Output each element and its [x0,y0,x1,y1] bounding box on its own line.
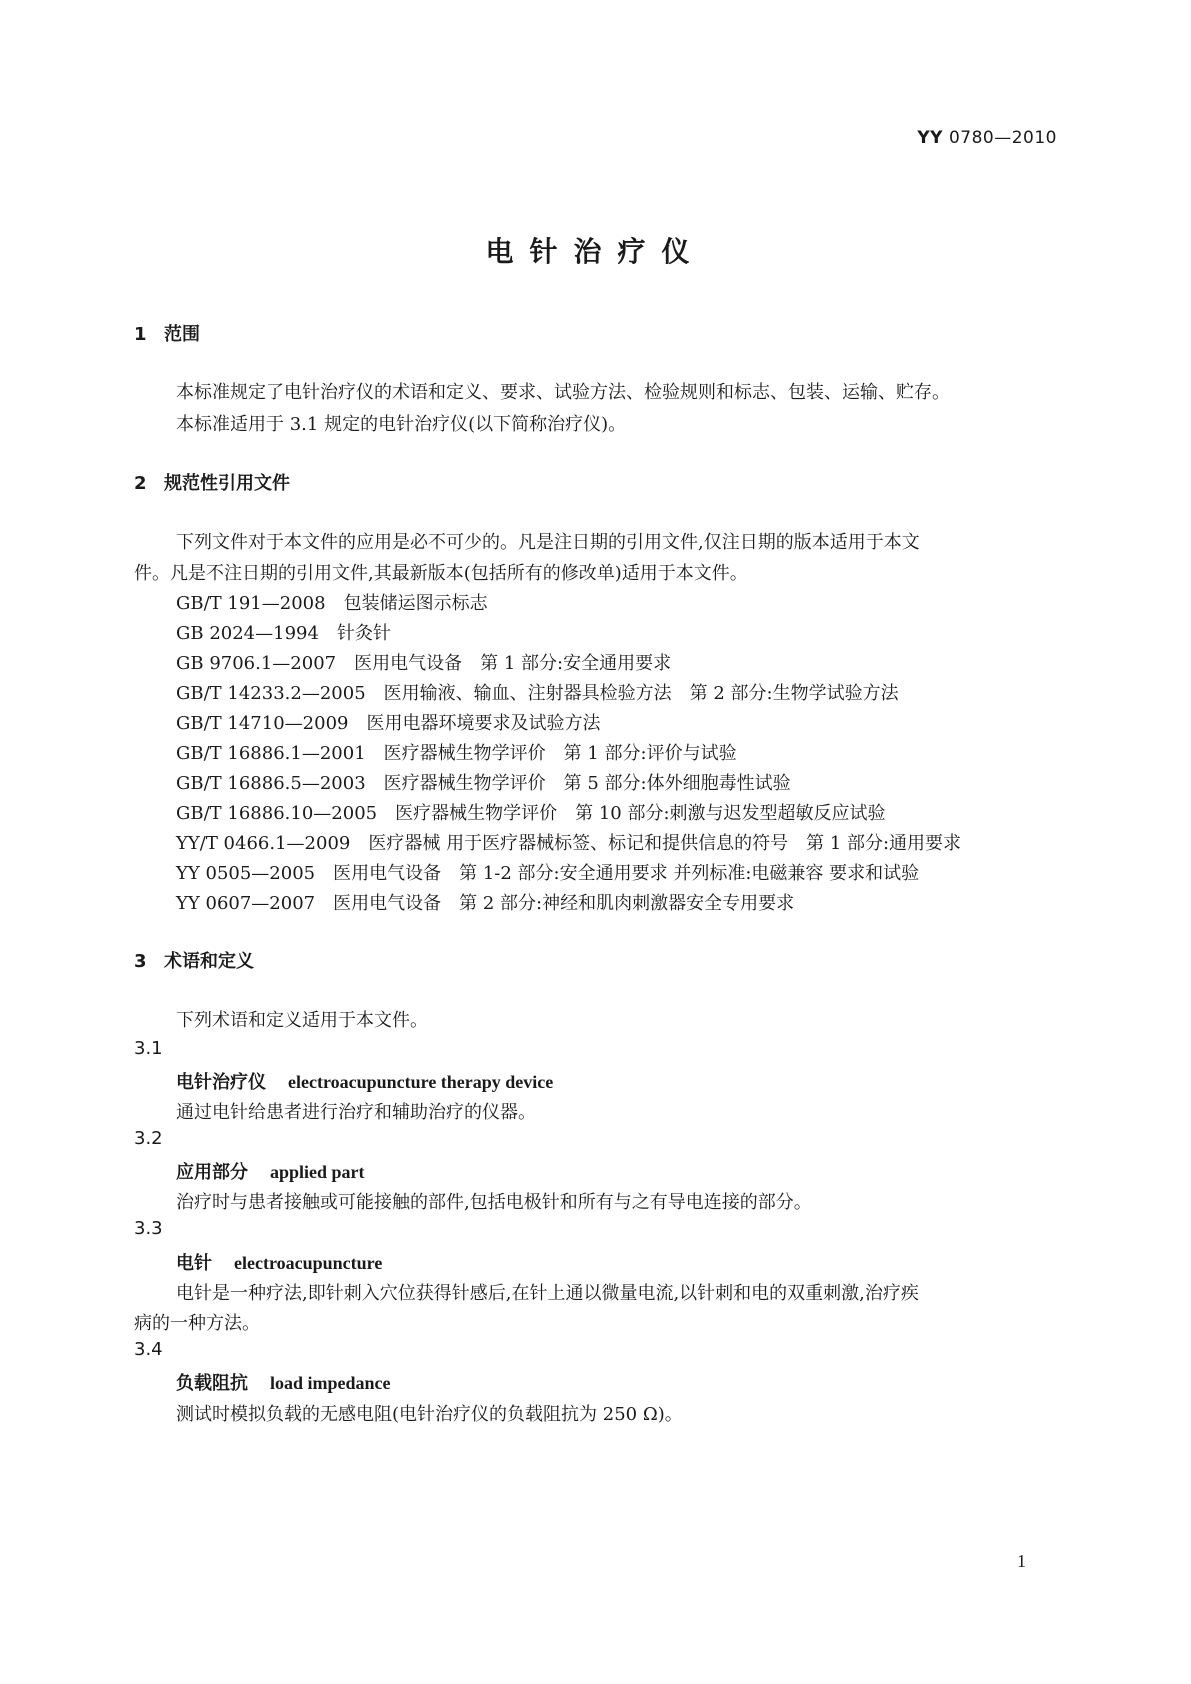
reference-item [176,829,961,855]
reference-part: 第 1 部分:评价与试验 [563,743,737,764]
reference-code: GB/T 16886.5—2003 [176,773,366,794]
reference-part: 第 5 部分:体外细胞毒性试验 [563,773,791,794]
reference-item [176,619,409,645]
section-2-heading [134,469,290,495]
reference-title: 医用电器环境要求及试验方法 [366,713,601,734]
term-heading [176,1068,553,1094]
term-chinese: 应用部分 [176,1162,248,1183]
reference-part: 第 1 部分:安全通用要求 [480,653,672,674]
paragraph-line: 件。凡是不注日期的引用文件,其最新版本(包括所有的修改单)适用于本文件。 [134,563,748,584]
reference-code: GB/T 16886.10—2005 [176,803,378,824]
term-definition: 通过电针给患者进行治疗和辅助治疗的仪器。 [176,1102,536,1123]
reference-title: 医疗器械生物学评价 [383,743,546,764]
term-chinese: 负载阻抗 [176,1373,248,1394]
section-title: 范围 [164,324,200,345]
reference-title: 包装储运图示标志 [343,593,488,614]
reference-item [176,799,886,825]
reference-title: 医疗器械生物学评价 [395,803,558,824]
reference-part: 第 2 部分:神经和肌肉刺激器安全专用要求 [459,893,795,914]
term-english: electroacupuncture therapy device [288,1072,554,1092]
term-chinese: 电针 [176,1253,212,1274]
page-title: 电针治疗仪 [485,235,706,268]
reference-item [176,589,506,615]
term-number: 3.4 [134,1339,163,1360]
paragraph: 下列术语和定义适用于本文件。 [176,1010,428,1031]
reference-code: GB/T 16886.1—2001 [176,743,366,764]
standard-number: 0780—2010 [948,128,1057,148]
section-title: 术语和定义 [164,951,254,972]
reference-title: 医用电气设备 [333,863,442,884]
reference-title: 医用输液、输血、注射器具检验方法 [383,683,672,704]
section-number: 2 [134,473,147,494]
reference-item [176,769,791,795]
reference-item [176,709,618,735]
reference-code: GB/T 191—2008 [176,593,326,614]
reference-title: 医用电气设备 [354,653,463,674]
term-heading [176,1369,391,1395]
page-number: 1 [1017,1551,1026,1571]
reference-item [176,889,794,915]
reference-item [176,859,919,885]
term-number: 3.1 [134,1038,163,1059]
paragraph: 本标准规定了电针治疗仪的术语和定义、要求、试验方法、检验规则和标志、包装、运输、贮存。 [176,382,950,403]
paragraph-line: 下列文件对于本文件的应用是必不可少的。凡是注日期的引用文件,仅注日期的版本适用于本文 [176,532,920,553]
reference-title: 针灸针 [336,623,391,644]
reference-title: 医用电气设备 [333,893,442,914]
standard-prefix: YY [917,128,943,148]
section-title: 规范性引用文件 [164,473,290,494]
reference-item [176,649,671,675]
section-3-heading [134,947,254,973]
term-definition: 治疗时与患者接触或可能接触的部件,包括电极针和所有与之有导电连接的部分。 [176,1192,812,1213]
reference-code: YY 0505—2005 [176,863,316,884]
term-heading [176,1249,382,1275]
reference-code: GB/T 14710—2009 [176,713,349,734]
term-english: load impedance [270,1373,391,1393]
reference-item [176,739,737,765]
term-chinese: 电针治疗仪 [176,1072,266,1093]
section-1-heading [134,320,200,346]
term-english: electroacupuncture [234,1253,383,1273]
term-number: 3.2 [134,1128,163,1149]
reference-part: 第 10 部分:刺激与迟发型超敏反应试验 [575,803,886,824]
term-definition-continued: 病的一种方法。 [134,1313,260,1334]
reference-code: GB 2024—1994 [176,623,319,644]
paragraph: 本标准适用于 3.1 规定的电针治疗仪(以下简称治疗仪)。 [176,414,627,435]
reference-title: 医疗器械生物学评价 [383,773,546,794]
term-definition: 测试时模拟负载的无感电阻(电针治疗仪的负载阻抗为 250 Ω)。 [176,1404,683,1425]
section-number: 1 [134,324,147,345]
section-number: 3 [134,951,147,972]
term-english: applied part [270,1162,365,1182]
reference-part: 第 2 部分:生物学试验方法 [689,683,899,704]
term-definition: 电针是一种疗法,即针刺入穴位获得针感后,在针上通以微量电流,以针刺和电的双重刺激,治疗疾 [176,1283,919,1304]
standard-code [917,128,1057,148]
term-heading [176,1158,365,1184]
reference-code: YY 0607—2007 [176,893,316,914]
reference-code: YY/T 0466.1—2009 [176,833,351,854]
reference-code: GB 9706.1—2007 [176,653,337,674]
reference-code: GB/T 14233.2—2005 [176,683,366,704]
reference-part: 第 1 部分:通用要求 [806,833,962,854]
reference-title: 医疗器械 用于医疗器械标签、标记和提供信息的符号 [368,833,789,854]
reference-part: 第 1-2 部分:安全通用要求 并列标准:电磁兼容 要求和试验 [459,863,920,884]
term-number: 3.3 [134,1218,163,1239]
reference-item [176,679,899,705]
